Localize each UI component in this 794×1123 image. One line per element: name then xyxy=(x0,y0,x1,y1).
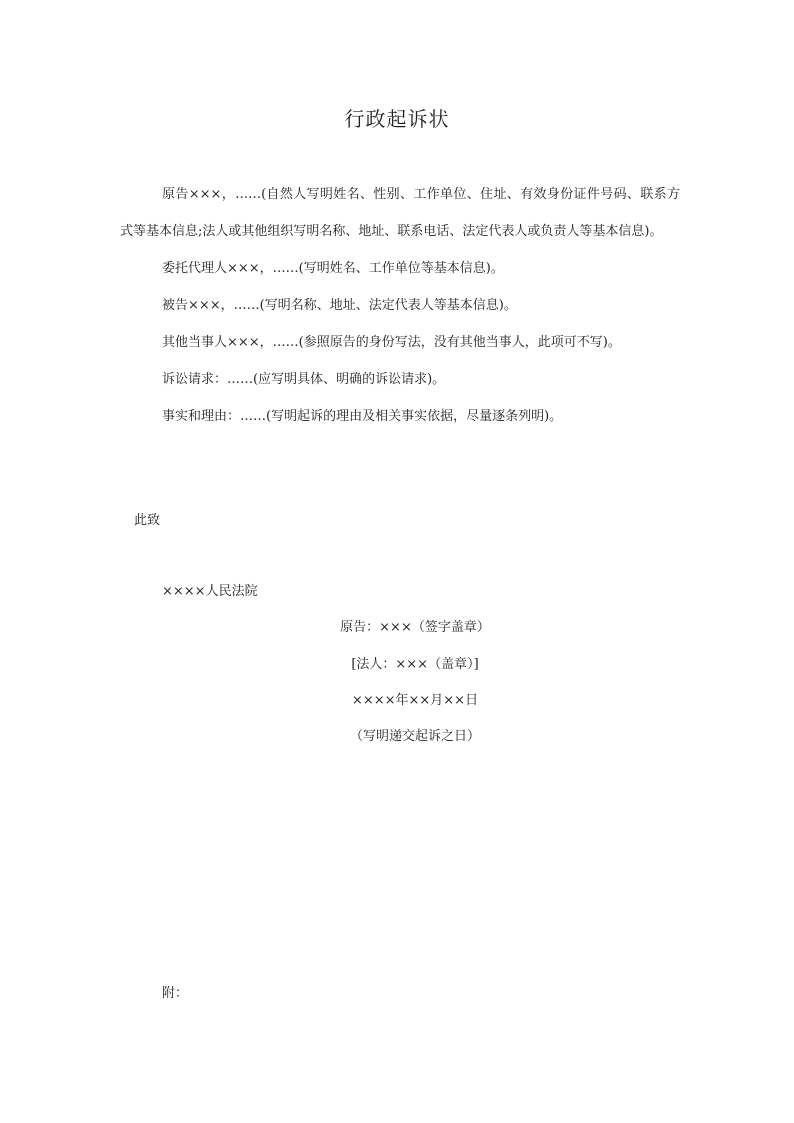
paragraph-defendant: 被告×××，……(写明名称、地址、法定代表人等基本信息)。 xyxy=(162,298,517,313)
paragraph-plaintiff: 原告×××，……(自然人写明姓名、性别、工作单位、住址、有效身份证件号码、联系方式等基本信息;法人或其他组织写明名称、地址、联系电话、法定代表人或负责人等基本信息)。 xyxy=(120,187,680,239)
document-body xyxy=(120,176,680,435)
signature-legal-person: [法人：×××（盖章）] xyxy=(351,657,479,672)
court-name: ××××人民法院 xyxy=(162,584,258,599)
paragraph-claims: 诉讼请求：……(应写明具体、明确的诉讼请求)。 xyxy=(162,372,446,387)
attachment-label: 附： xyxy=(162,986,189,1001)
document-title: 行政起诉状 xyxy=(344,107,450,131)
filing-date: ××××年××月××日 xyxy=(351,693,479,708)
paragraph-agent: 委托代理人×××，……(写明姓名、工作单位等基本信息)。 xyxy=(162,261,504,276)
salutation: 此致 xyxy=(134,513,161,528)
filing-date-note: （写明递交起诉之日） xyxy=(349,729,480,744)
signature-plaintiff: 原告：×××（签字盖章） xyxy=(340,620,490,635)
paragraph-other-parties: 其他当事人×××，……(参照原告的身份写法，没有其他当事人，此项可不写)。 xyxy=(162,335,621,350)
paragraph-facts-reasons: 事实和理由：……(写明起诉的理由及相关事实依据，尽量逐条列明)。 xyxy=(162,409,563,424)
